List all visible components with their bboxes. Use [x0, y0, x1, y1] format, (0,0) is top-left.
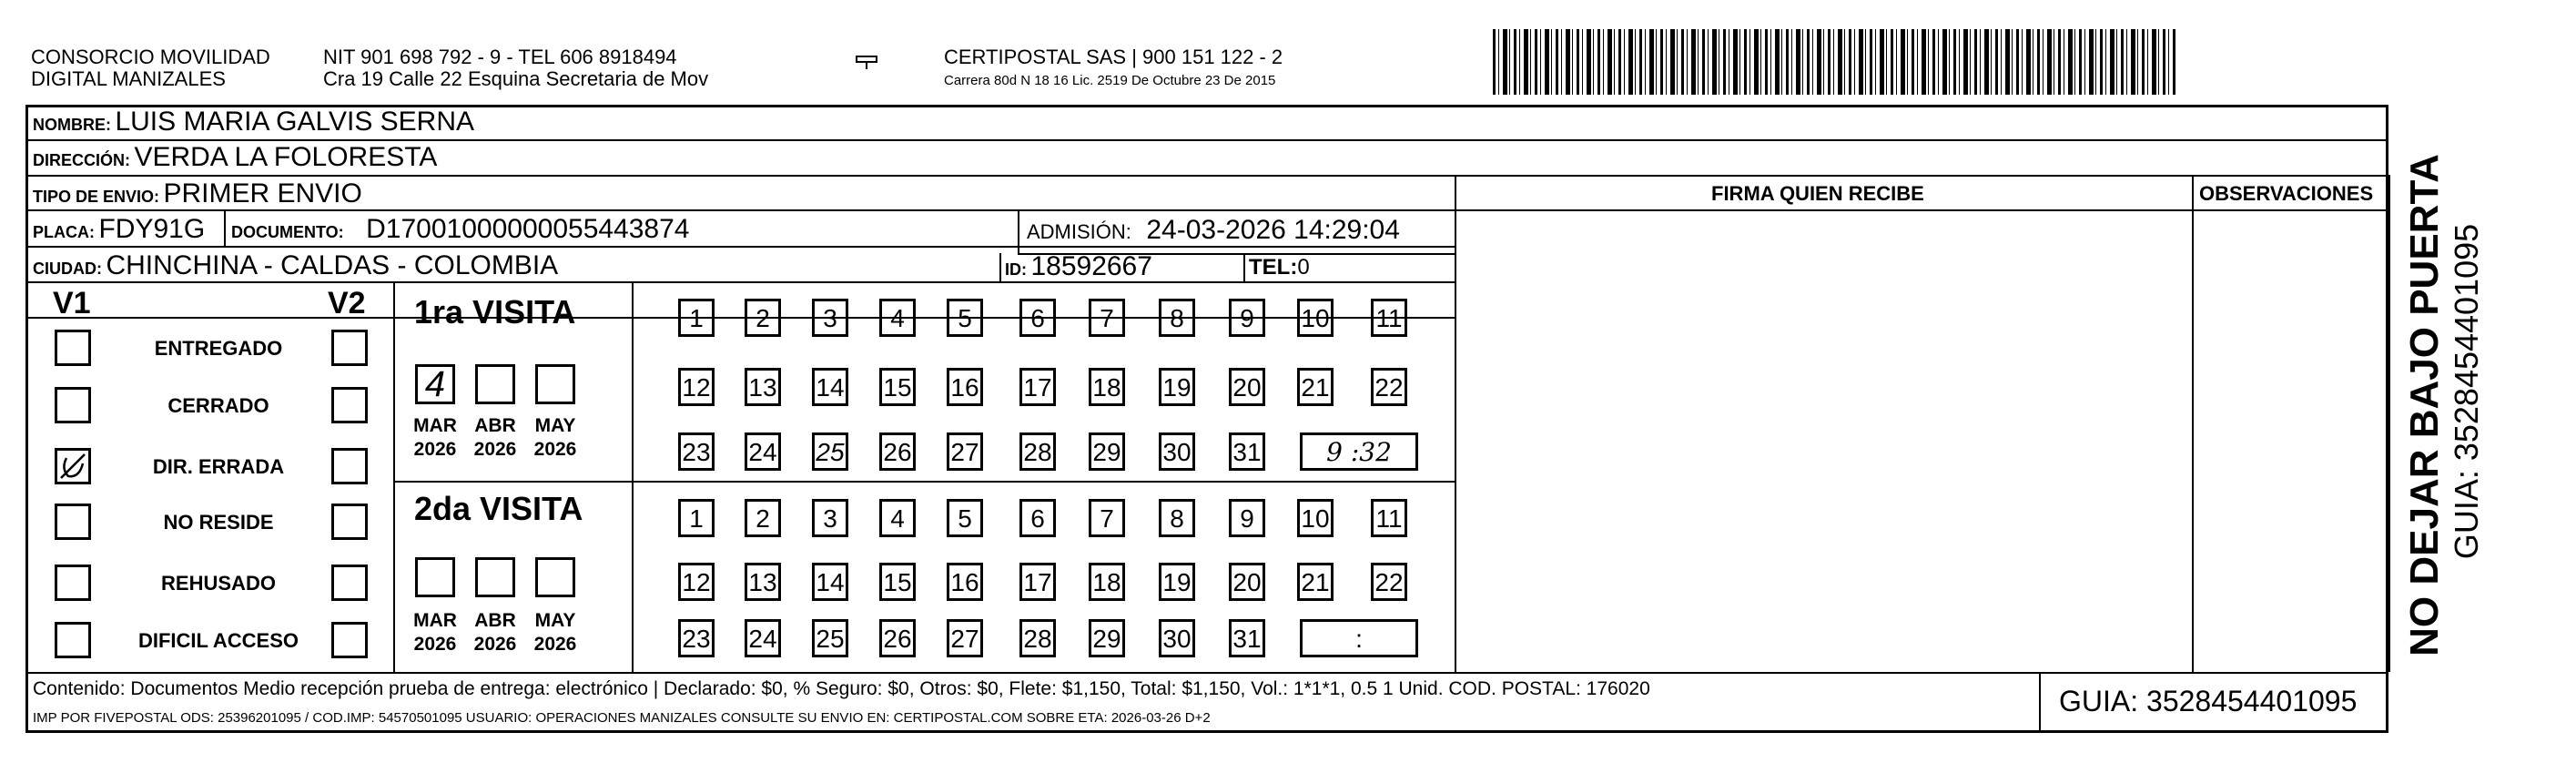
shipping-label-frame: [25, 105, 2388, 733]
day-box[interactable]: 26: [879, 432, 916, 471]
v2-checkbox[interactable]: [331, 565, 368, 601]
v2-checkbox[interactable]: [331, 387, 368, 423]
company-name-line1: CONSORCIO MOVILIDAD: [31, 46, 270, 68]
day-box[interactable]: 5: [947, 499, 983, 537]
guia-box: GUIA: 3528454401095: [2059, 685, 2358, 717]
day-box[interactable]: 11: [1371, 299, 1407, 337]
day-box[interactable]: 13: [745, 563, 781, 601]
imp-text: IMP POR FIVEPOSTAL ODS: 25396201095 / COD.IMP: 54570501095 USUARIO: OPERACIONES MANIZALES CONSULTE SU ENVIO EN: CERTIPOSTAL.COM SOBRE ETA: 2026-03-26 D+2: [33, 710, 1211, 726]
side-guia: [2449, 164, 2485, 646]
day-box[interactable]: 2: [745, 299, 781, 337]
col-divider: [2388, 175, 2390, 672]
day-box[interactable]: 27: [947, 619, 983, 657]
courier-logo-icon: [851, 53, 882, 71]
ciudad-row: [33, 250, 558, 281]
contenido-text: Contenido: Documentos Medio recepción prueba de entrega: electrónico | Declarado: $0, % Seguro: $0, Otros: $0, Flete: $1,150, Total: $1,150, Vol.: 1*1*1, 0.5 1 Unid. COD. POSTAL: 176020: [33, 678, 1650, 699]
day-box[interactable]: 21: [1297, 368, 1334, 406]
month-checkbox[interactable]: [535, 364, 575, 404]
day-box[interactable]: 27: [947, 432, 983, 471]
day-box[interactable]: 3: [812, 299, 848, 337]
v1-checkbox[interactable]: [55, 622, 91, 658]
tipo-row: [33, 178, 362, 209]
day-box[interactable]: 24: [745, 432, 781, 471]
day-box[interactable]: 30: [1159, 619, 1195, 657]
day-box[interactable]: 23: [678, 619, 715, 657]
courier-license-line: Carrera 80d N 18 16 Lic. 2519 De Octubre 23 De 2015: [944, 73, 1276, 88]
tipo-label: TIPO DE ENVIO:: [33, 188, 160, 206]
tipo-value: PRIMER ENVIO: [163, 178, 362, 209]
direccion-value: VERDA LA FOLORESTA: [134, 142, 438, 172]
v2-checkbox[interactable]: [331, 504, 368, 540]
firma-label: FIRMA QUIEN RECIBE: [1711, 182, 1924, 205]
row-divider: [25, 672, 2388, 674]
day-box[interactable]: 15: [879, 368, 916, 406]
day-box[interactable]: 9: [1229, 499, 1265, 537]
month-checkbox[interactable]: [415, 557, 455, 597]
day-box[interactable]: 12: [678, 368, 715, 406]
month-label: ABR 2026: [473, 610, 517, 655]
id-label: ID:: [1005, 260, 1027, 279]
day-box[interactable]: 14: [812, 563, 848, 601]
row-divider: [393, 481, 1455, 483]
nombre-label: NOMBRE:: [33, 116, 111, 134]
day-box[interactable]: 8: [1159, 299, 1195, 337]
placa-row: [33, 214, 205, 245]
placa-value: FDY91G: [98, 214, 206, 244]
month-checkbox[interactable]: [415, 364, 455, 404]
day-box[interactable]: 29: [1089, 619, 1125, 657]
day-box[interactable]: 15: [879, 563, 916, 601]
day-box[interactable]: 23: [678, 432, 715, 471]
day-box[interactable]: 11: [1371, 499, 1407, 537]
col-divider: [999, 253, 1001, 281]
month-label: ABR 2026: [473, 415, 517, 460]
day-box[interactable]: 14: [812, 368, 848, 406]
day-box[interactable]: 16: [947, 368, 983, 406]
col-divider: [1455, 175, 1456, 672]
day-box[interactable]: 7: [1089, 499, 1125, 537]
month-checkbox[interactable]: [475, 364, 515, 404]
documento-value: D17001000000055443874: [366, 214, 690, 244]
second-visit-title: 2da VISITA: [414, 490, 583, 527]
v2-label: V2: [328, 286, 366, 320]
v1-checkbox[interactable]: [55, 387, 91, 423]
day-box[interactable]: 6: [1019, 499, 1056, 537]
day-box[interactable]: 29: [1089, 432, 1125, 471]
v1-label: V1: [53, 286, 91, 320]
direccion-label: DIRECCIÓN:: [33, 151, 130, 169]
day-box[interactable]: 17: [1019, 368, 1056, 406]
row-divider: [25, 209, 2388, 211]
first-visit-title: 1ra VISITA: [414, 293, 576, 331]
status-option-label: DIR. ERRADA: [152, 455, 285, 478]
day-box[interactable]: 10: [1297, 299, 1334, 337]
admision-label: ADMISIÓN:: [1027, 220, 1131, 243]
day-box[interactable]: 26: [879, 619, 916, 657]
day-box[interactable]: 7: [1089, 299, 1125, 337]
side-guia-text: GUIA: 3528454401095: [2448, 223, 2485, 560]
day-box[interactable]: 30: [1159, 432, 1195, 471]
admision-value: 24-03-2026 14:29:04: [1146, 215, 1400, 245]
day-box[interactable]: 2: [745, 499, 781, 537]
day-box[interactable]: 18: [1089, 563, 1125, 601]
courier-line: CERTIPOSTAL SAS | 900 151 122 - 2: [944, 46, 1283, 68]
row-divider: [25, 175, 2388, 177]
v1-checkbox[interactable]: [55, 448, 91, 484]
v2-checkbox[interactable]: [331, 330, 368, 366]
day-box[interactable]: 25: [812, 432, 848, 471]
status-option-label: NO RESIDE: [163, 511, 274, 534]
day-box[interactable]: 31: [1229, 432, 1265, 471]
row-divider: [25, 139, 2388, 141]
direccion-row: [33, 142, 437, 173]
v1-checkbox[interactable]: [55, 330, 91, 366]
day-box[interactable]: 6: [1019, 299, 1056, 337]
v1-checkbox[interactable]: [55, 504, 91, 540]
row-divider: [25, 246, 1455, 248]
month-label: MAR 2026: [413, 415, 457, 460]
day-box[interactable]: 21: [1297, 563, 1334, 601]
nit-line: NIT 901 698 792 - 9 - TEL 606 8918494: [323, 46, 677, 68]
v2-checkbox[interactable]: [331, 448, 368, 484]
day-box[interactable]: 19: [1159, 563, 1195, 601]
day-box[interactable]: 5: [947, 299, 983, 337]
day-box[interactable]: 20: [1229, 368, 1265, 406]
month-label: MAY 2026: [533, 415, 577, 460]
day-box[interactable]: 12: [678, 563, 715, 601]
nombre-row: [33, 107, 474, 137]
day-box[interactable]: 28: [1019, 619, 1056, 657]
observaciones-label: OBSERVACIONES: [2199, 182, 2374, 205]
admision-row: [1027, 215, 1400, 246]
tel-row: [1249, 255, 1310, 280]
tel-label: TEL:: [1249, 255, 1298, 280]
day-box[interactable]: 25: [812, 619, 848, 657]
day-box[interactable]: 4: [879, 299, 916, 337]
day-box[interactable]: 4: [879, 499, 916, 537]
id-row: [1005, 251, 1152, 282]
day-box[interactable]: 22: [1371, 563, 1407, 601]
col-divider: [2192, 175, 2194, 672]
day-box[interactable]: 8: [1159, 499, 1195, 537]
col-divider: [2039, 672, 2041, 733]
month-checkbox[interactable]: [535, 557, 575, 597]
time-box[interactable]: :: [1300, 619, 1418, 657]
v1-checkbox[interactable]: [55, 565, 91, 601]
status-option-label: REHUSADO: [161, 572, 276, 595]
time-box[interactable]: 9 :32: [1300, 432, 1418, 471]
col-divider: [1243, 253, 1245, 281]
day-box[interactable]: 19: [1159, 368, 1195, 406]
side-warning: [2398, 154, 2452, 656]
status-option-label: DIFICIL ACCESO: [137, 629, 299, 652]
placa-label: PLACA:: [33, 223, 95, 241]
barcode: [1493, 29, 2175, 95]
day-box[interactable]: 1: [678, 299, 715, 337]
no-dejar-text: NO DEJAR BAJO PUERTA: [2402, 154, 2447, 656]
v2-checkbox[interactable]: [331, 622, 368, 658]
day-box[interactable]: 17: [1019, 563, 1056, 601]
day-box[interactable]: 16: [947, 563, 983, 601]
status-option-label: CERRADO: [167, 394, 269, 417]
day-box[interactable]: 22: [1371, 368, 1407, 406]
month-label: MAY 2026: [533, 610, 577, 655]
day-box[interactable]: 20: [1229, 563, 1265, 601]
month-label: MAR 2026: [413, 610, 457, 655]
day-box[interactable]: 10: [1297, 499, 1334, 537]
handwritten-mark: 4: [424, 364, 446, 404]
day-box[interactable]: 28: [1019, 432, 1056, 471]
id-value: 18592667: [1030, 251, 1152, 281]
address-line: Cra 19 Calle 22 Esquina Secretaria de Mov: [323, 67, 709, 90]
day-box[interactable]: 13: [745, 368, 781, 406]
day-box[interactable]: 1: [678, 499, 715, 537]
ciudad-label: CIUDAD:: [33, 259, 102, 278]
row-divider: [25, 281, 1455, 283]
company-name-line2: DIGITAL MANIZALES: [31, 67, 226, 90]
documento-label: DOCUMENTO:: [231, 223, 344, 241]
day-box[interactable]: 18: [1089, 368, 1125, 406]
tel-value: 0: [1297, 255, 1310, 280]
ciudad-value: CHINCHINA - CALDAS - COLOMBIA: [106, 250, 559, 280]
col-divider: [1018, 209, 1019, 253]
day-box[interactable]: 24: [745, 619, 781, 657]
status-option-label: ENTREGADO: [154, 337, 283, 360]
month-checkbox[interactable]: [475, 557, 515, 597]
day-box[interactable]: 9: [1229, 299, 1265, 337]
col-divider: [224, 209, 226, 246]
nombre-value: LUIS MARIA GALVIS SERNA: [115, 107, 475, 137]
day-box[interactable]: 3: [812, 499, 848, 537]
col-divider: [632, 281, 634, 672]
day-box[interactable]: 31: [1229, 619, 1265, 657]
documento-row: [231, 214, 689, 245]
col-divider: [393, 281, 395, 672]
